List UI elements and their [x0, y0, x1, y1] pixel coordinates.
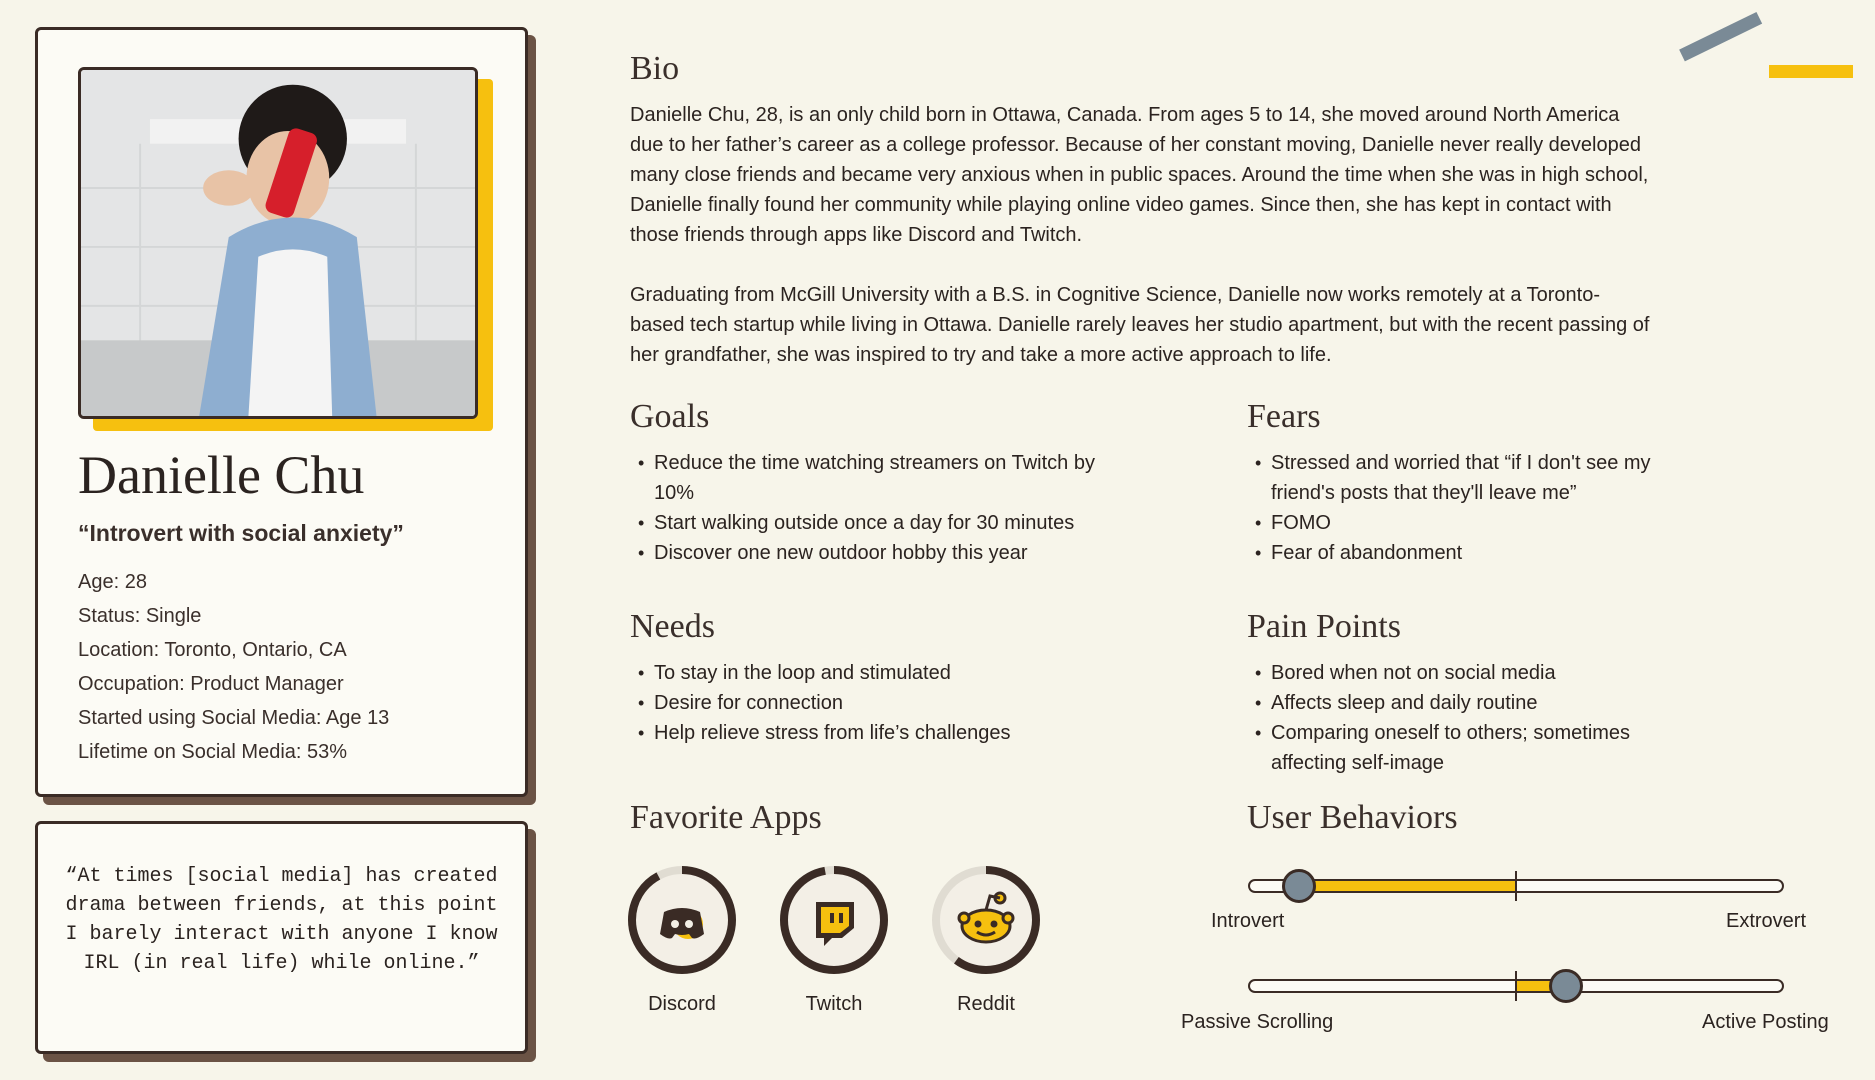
twitch-usage-ring [778, 864, 890, 976]
app-discord[interactable] [626, 864, 738, 1016]
profile-card [35, 27, 528, 797]
bio-section [630, 100, 1650, 400]
list-item: • Fear of abandonment [1247, 538, 1707, 568]
goals-list [630, 448, 1130, 568]
slider-left-label: Passive Scrolling [1181, 1011, 1334, 1033]
quote-card [35, 821, 528, 1054]
slider-right-label: Active Posting [1702, 1011, 1829, 1033]
needs-list [630, 658, 1150, 748]
user-behaviors-title: User Behaviors [1247, 799, 1458, 836]
slider-midpoint [1515, 971, 1517, 1001]
app-reddit[interactable] [930, 864, 1042, 1016]
behavior-slider-introvert-extrovert[interactable] [1248, 866, 1784, 926]
favorite-apps-title: Favorite Apps [630, 799, 822, 836]
decorative-bar [1769, 65, 1853, 78]
bio-paragraph: Graduating from McGill University with a B.S. in Cognitive Science, Danielle now works remotely at a Toronto-based tech startup while living in Ottawa. Danielle rarely leaves her studio apartment, but with the recent passing of her grandfather, she was inspired to try and take a more active approach to life. [630, 284, 1650, 366]
persona-details-list [78, 565, 389, 769]
slider-fill [1299, 881, 1516, 891]
app-label: Reddit [957, 993, 1015, 1015]
list-item: • Reduce the time watching streamers on Twitch by 10% [630, 448, 1130, 508]
persona-name: Danielle Chu [78, 445, 365, 505]
decorative-slash [1679, 12, 1762, 61]
pain-points-list [1247, 658, 1687, 778]
persona-tagline: “Introvert with social anxiety” [78, 520, 404, 546]
needs-title: Needs [630, 608, 715, 645]
slider-handle[interactable] [1282, 869, 1316, 903]
detail-lifetime-social-media: Lifetime on Social Media: 53% [78, 741, 348, 763]
detail-age: Age: 28 [78, 571, 147, 593]
goals-title: Goals [630, 398, 710, 435]
list-item: • Help relieve stress from life’s challenges [630, 718, 1150, 748]
discord-icon [660, 908, 704, 939]
list-item: • Discover one new outdoor hobby this year [630, 538, 1130, 568]
bio-title: Bio [630, 50, 680, 87]
fears-list [1247, 448, 1707, 568]
fears-title: Fears [1247, 398, 1321, 435]
app-twitch[interactable] [778, 864, 890, 1016]
list-item: • Start walking outside once a day for 30 minutes [630, 508, 1130, 538]
profile-photo [78, 67, 478, 419]
discord-usage-ring [626, 864, 738, 976]
list-item: • Affects sleep and daily routine [1247, 688, 1687, 718]
list-item: • Comparing oneself to others; sometimes affecting self-image [1247, 718, 1687, 778]
slider-right-label: Extrovert [1726, 910, 1807, 932]
app-label: Discord [648, 993, 716, 1015]
slider-left-label: Introvert [1211, 910, 1285, 932]
slider-midpoint [1515, 871, 1517, 901]
detail-location: Location: Toronto, Ontario, CA [78, 639, 347, 661]
persona-quote: “At times [social media] has created drama between friends, at this point I barely interact with anyone I know IRL (in real life) while online.” [65, 865, 498, 975]
detail-occupation: Occupation: Product Manager [78, 673, 344, 695]
profile-photo-frame [78, 67, 478, 419]
list-item: • Desire for connection [630, 688, 1150, 718]
app-label: Twitch [805, 993, 863, 1015]
pain-points-title: Pain Points [1247, 608, 1401, 645]
list-item: • FOMO [1247, 508, 1707, 538]
detail-status: Status: Single [78, 605, 202, 627]
bio-paragraph: Danielle Chu, 28, is an only child born in Ottawa, Canada. From ages 5 to 14, she moved around North America due to her father’s career as a college professor. Because of her constant moving, Danielle never really developed many close friends and became very anxious when in public spaces. Around the time when she was in high school, Danielle finally found her community while playing online video games. Since then, she has kept in contact with those friends through apps like Discord and Twitch. [630, 104, 1649, 246]
list-item: • To stay in the loop and stimulated [630, 658, 1150, 688]
list-item: • Stressed and worried that “if I don't see my friend's posts that they'll leave me” [1247, 448, 1707, 508]
detail-social-media-start: Started using Social Media: Age 13 [78, 707, 390, 729]
reddit-usage-ring [930, 864, 1042, 976]
list-item: • Bored when not on social media [1247, 658, 1687, 688]
slider-handle[interactable] [1549, 969, 1583, 1003]
